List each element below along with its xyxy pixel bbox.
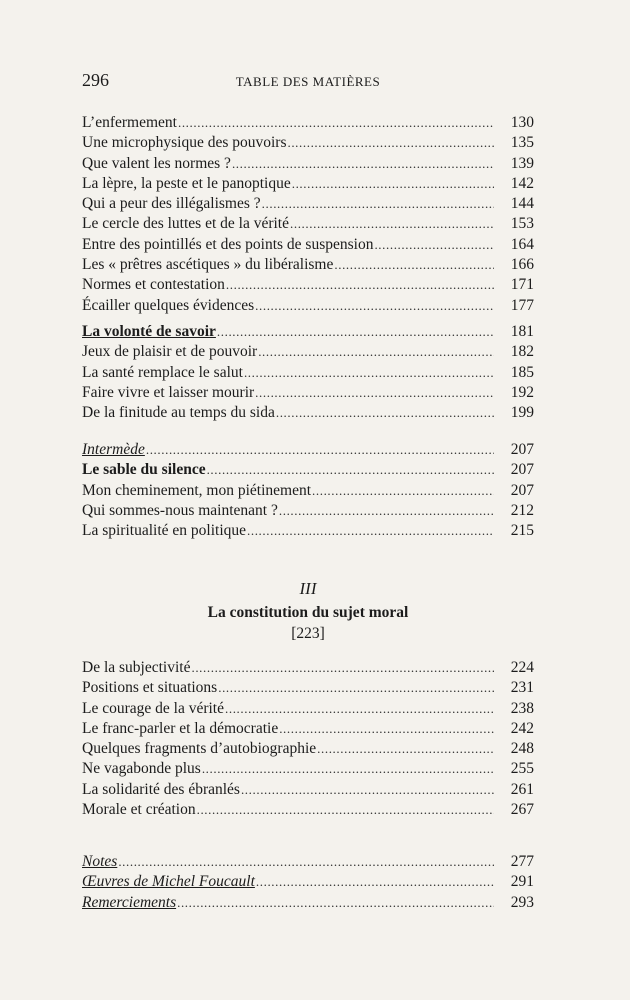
entry-page: 261 xyxy=(510,780,534,798)
entry-page: 153 xyxy=(510,215,534,233)
entry-page: 139 xyxy=(510,154,534,172)
leader-dots xyxy=(118,852,494,872)
leader-dots xyxy=(207,460,494,480)
entry-title: Jeux de plaisir et de pouvoir xyxy=(82,343,258,361)
toc-entry xyxy=(82,872,534,892)
entry-title: L’enfermement xyxy=(82,114,177,131)
entry-page: 238 xyxy=(510,699,534,717)
leader-dots xyxy=(279,501,494,521)
entry-title: De la subjectivité xyxy=(82,659,191,676)
entry-title: La volonté de savoir xyxy=(82,323,216,340)
toc-group-2 xyxy=(82,322,534,423)
toc-entry xyxy=(82,194,534,214)
entry-title: Normes et contestation xyxy=(82,276,225,294)
toc-entry xyxy=(82,759,534,779)
toc-entry xyxy=(82,501,534,521)
entry-page: 248 xyxy=(510,740,534,758)
toc-entry xyxy=(82,739,534,759)
entry-page: 130 xyxy=(510,114,534,131)
toc-entry xyxy=(82,440,534,460)
toc-entry xyxy=(82,235,534,255)
entry-page: 207 xyxy=(510,441,534,458)
leader-dots xyxy=(317,739,494,759)
leader-dots xyxy=(290,214,494,234)
leader-dots xyxy=(197,800,494,820)
entry-title: La santé remplace le salut xyxy=(82,363,243,381)
leader-dots xyxy=(262,194,494,214)
entry-page: 277 xyxy=(510,853,534,870)
leader-dots xyxy=(202,759,494,779)
toc-entry xyxy=(82,113,534,133)
toc-entry xyxy=(82,800,534,820)
toc-group-3 xyxy=(82,440,534,541)
entry-title: Qui sommes-nous maintenant ? xyxy=(82,501,278,519)
section-heading xyxy=(82,578,534,644)
entry-page: 182 xyxy=(510,343,534,361)
leader-dots xyxy=(232,154,494,174)
toc-entry xyxy=(82,460,534,480)
entry-title: Intermède xyxy=(82,441,145,458)
entry-page: 231 xyxy=(510,679,534,697)
entry-title: Les « prêtres ascétiques » du libéralisme xyxy=(82,256,334,274)
leader-dots xyxy=(225,699,494,719)
toc-entry xyxy=(82,133,534,153)
toc-entry xyxy=(82,342,534,362)
entry-title: Notes xyxy=(82,853,118,870)
leader-dots xyxy=(312,481,494,501)
entry-page: 207 xyxy=(510,461,534,479)
leader-dots xyxy=(258,342,494,362)
entry-page: 224 xyxy=(510,659,534,676)
entry-title: Le franc-parler et la démocratie xyxy=(82,719,279,737)
entry-page: 242 xyxy=(510,719,534,737)
entry-title: La lèpre, la peste et le panoptique xyxy=(82,174,291,192)
entry-page: 171 xyxy=(510,276,534,294)
entry-page: 291 xyxy=(510,873,534,891)
entry-title: Une microphysique des pouvoirs xyxy=(82,134,287,152)
toc-group-1 xyxy=(82,113,534,316)
entry-page: 293 xyxy=(510,893,534,911)
entry-title: Remerciements xyxy=(82,893,177,911)
toc-entry xyxy=(82,296,534,316)
section-numeral: III xyxy=(299,579,317,598)
toc-entry xyxy=(82,174,534,194)
section-page: [223] xyxy=(291,625,325,642)
entry-page: 181 xyxy=(510,323,534,340)
entry-title: Morale et création xyxy=(82,801,196,819)
entry-page: 192 xyxy=(510,383,534,401)
entry-title: Écailler quelques évidences xyxy=(82,296,255,314)
leader-dots xyxy=(244,363,494,383)
leader-dots xyxy=(256,872,494,892)
toc-entry xyxy=(82,403,534,423)
running-head: TABLE DES MATIÈRES xyxy=(235,74,381,89)
toc-entry xyxy=(82,780,534,800)
entry-page: 166 xyxy=(510,256,534,274)
toc-group-4 xyxy=(82,658,534,820)
toc-entry xyxy=(82,658,534,678)
entry-title: Que valent les normes ? xyxy=(82,154,231,172)
entry-page: 144 xyxy=(510,195,534,213)
leader-dots xyxy=(226,275,494,295)
entry-page: 215 xyxy=(510,522,534,540)
leader-dots xyxy=(276,403,494,423)
leader-dots xyxy=(292,174,494,194)
leader-dots xyxy=(255,383,494,403)
entry-page: 267 xyxy=(510,801,534,819)
entry-page: 164 xyxy=(510,235,534,253)
toc-entry xyxy=(82,699,534,719)
entry-title: Ne vagabonde plus xyxy=(82,760,201,778)
entry-page: 185 xyxy=(510,363,534,381)
toc-entry xyxy=(82,363,534,383)
leader-dots xyxy=(241,780,494,800)
entry-page: 135 xyxy=(510,134,534,152)
leader-dots xyxy=(374,235,494,255)
entry-page: 142 xyxy=(510,174,534,192)
entry-title: Mon cheminement, mon piétinement xyxy=(82,481,312,499)
toc-entry xyxy=(82,852,534,872)
entry-title: Qui a peur des illégalismes ? xyxy=(82,195,261,213)
entry-title: Faire vivre et laisser mourir xyxy=(82,383,255,401)
leader-dots xyxy=(217,322,494,342)
toc-entry xyxy=(82,383,534,403)
entry-title: Œuvres de Michel Foucault xyxy=(82,873,255,891)
leader-dots xyxy=(178,113,494,133)
entry-title: Le sable du silence xyxy=(82,461,206,479)
entry-title: De la finitude au temps du sida xyxy=(82,404,275,422)
page-number: 296 xyxy=(82,70,109,90)
entry-title: La solidarité des ébranlés xyxy=(82,780,240,798)
toc-entry xyxy=(82,255,534,275)
toc-entry xyxy=(82,481,534,501)
leader-dots xyxy=(334,255,494,275)
page-header xyxy=(82,70,534,96)
leader-dots xyxy=(247,521,494,541)
toc-entry xyxy=(82,678,534,698)
entry-page: 212 xyxy=(510,501,534,519)
toc-entry xyxy=(82,719,534,739)
toc-group-5 xyxy=(82,852,534,913)
leader-dots xyxy=(279,719,494,739)
toc-entry xyxy=(82,154,534,174)
entry-page: 207 xyxy=(510,481,534,499)
leader-dots xyxy=(218,678,494,698)
entry-page: 177 xyxy=(510,296,534,314)
leader-dots xyxy=(287,133,494,153)
toc-entry xyxy=(82,893,534,913)
leader-dots xyxy=(191,658,494,678)
toc-entry xyxy=(82,322,534,342)
entry-title: Le cercle des luttes et de la vérité xyxy=(82,215,289,233)
toc-entry xyxy=(82,275,534,295)
section-title: La constitution du sujet moral xyxy=(207,604,409,621)
leader-dots xyxy=(177,893,494,913)
entry-title: La spiritualité en politique xyxy=(82,522,246,540)
entry-page: 255 xyxy=(510,760,534,778)
entry-title: Entre des pointillés et des points de suspension xyxy=(82,235,374,253)
leader-dots xyxy=(255,296,494,316)
entry-title: Quelques fragments d’autobiographie xyxy=(82,740,317,758)
entry-title: Le courage de la vérité xyxy=(82,699,224,717)
toc-entry xyxy=(82,521,534,541)
toc-entry xyxy=(82,214,534,234)
entry-title: Positions et situations xyxy=(82,679,218,697)
leader-dots xyxy=(146,440,494,460)
entry-page: 199 xyxy=(510,404,534,422)
